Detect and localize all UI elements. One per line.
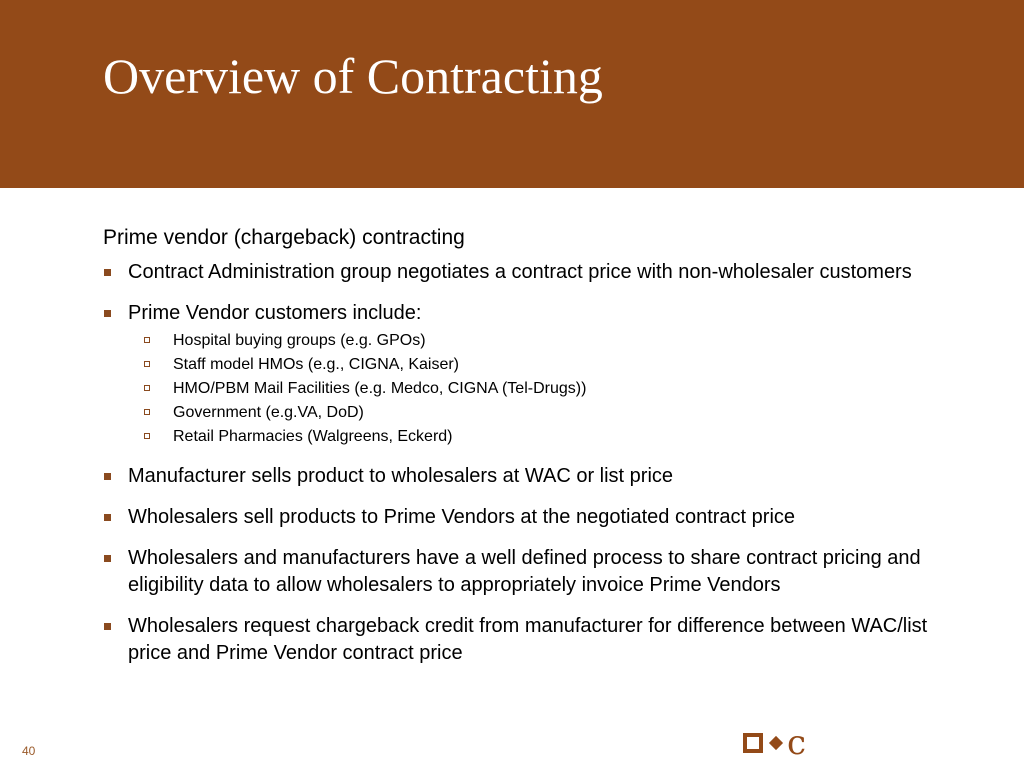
bullet-item xyxy=(103,300,933,449)
bullet-item xyxy=(103,504,933,531)
sub-bullet-list xyxy=(128,329,933,449)
logo-square-icon xyxy=(743,733,763,753)
pwc-logo xyxy=(743,723,807,763)
bullet-item xyxy=(103,463,933,490)
bullet-item xyxy=(103,613,933,667)
sub-bullet-item xyxy=(128,401,933,425)
sub-bullet-text: Staff model HMOs (e.g., CIGNA, Kaiser) xyxy=(173,356,460,373)
hollow-square-bullet-icon xyxy=(144,433,150,439)
square-bullet-icon xyxy=(104,473,111,480)
square-bullet-icon xyxy=(104,269,111,276)
square-bullet-icon xyxy=(104,514,111,521)
bullet-text: Contract Administration group negotiates a contract price with non-wholesaler customers xyxy=(128,261,912,283)
hollow-square-bullet-icon xyxy=(144,409,150,415)
bullet-text: Prime Vendor customers include: xyxy=(128,302,422,324)
sub-bullet-item xyxy=(128,353,933,377)
square-bullet-icon xyxy=(104,623,111,630)
square-bullet-icon xyxy=(104,310,111,317)
hollow-square-bullet-icon xyxy=(144,337,150,343)
bullet-text: Wholesalers sell products to Prime Vendors at the negotiated contract price xyxy=(128,506,796,528)
bullet-item xyxy=(103,259,933,286)
slide-title: Overview of Contracting xyxy=(103,48,603,104)
hollow-square-bullet-icon xyxy=(144,361,150,367)
sub-bullet-item xyxy=(128,377,933,401)
bullet-text: Wholesalers request chargeback credit from manufacturer for difference between WAC/list price and Prime Vendor contract price xyxy=(128,615,928,664)
bullet-text: Wholesalers and manufacturers have a well defined process to share contract pricing and eligibility data to allow wholesalers to appropriately invoice Prime Vendors xyxy=(128,547,921,596)
bullet-list xyxy=(103,259,933,667)
intro-heading: Prime vendor (chargeback) contracting xyxy=(103,226,465,249)
sub-bullet-item xyxy=(128,329,933,353)
logo-letter: c xyxy=(787,723,807,763)
square-bullet-icon xyxy=(104,555,111,562)
bullet-item xyxy=(103,545,933,599)
sub-bullet-text: Retail Pharmacies (Walgreens, Eckerd) xyxy=(173,428,453,445)
sub-bullet-text: HMO/PBM Mail Facilities (e.g. Medco, CIGNA (Tel-Drugs)) xyxy=(173,380,587,397)
page-number: 40 xyxy=(22,744,36,758)
sub-bullet-text: Hospital buying groups (e.g. GPOs) xyxy=(173,332,426,349)
bullet-text: Manufacturer sells product to wholesalers at WAC or list price xyxy=(128,465,674,487)
logo-diamond-icon xyxy=(769,736,783,750)
slide-body xyxy=(103,224,933,681)
hollow-square-bullet-icon xyxy=(144,385,150,391)
sub-bullet-item xyxy=(128,425,933,449)
sub-bullet-text: Government (e.g.VA, DoD) xyxy=(173,404,364,421)
